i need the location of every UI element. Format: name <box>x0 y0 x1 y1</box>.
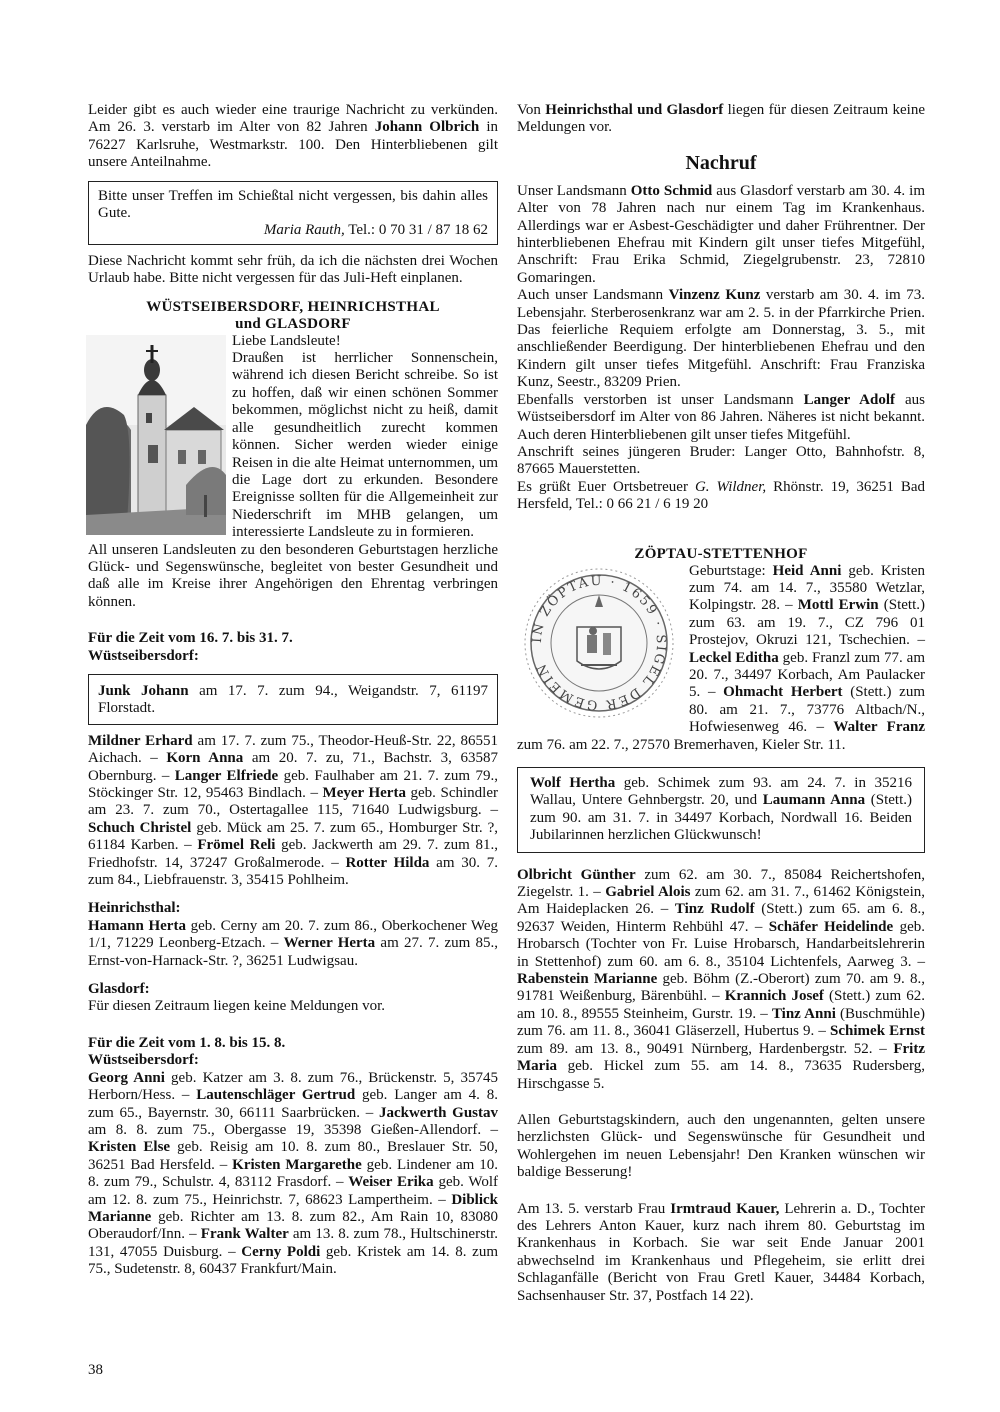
meeting-reminder-box <box>88 181 498 245</box>
person-name: Krannich Josef <box>724 988 824 1005</box>
person-name: Vinzenz Kunz <box>668 287 761 304</box>
person-name: Tinz Rudolf <box>674 901 755 918</box>
person-name: Rotter Hilda <box>345 854 430 871</box>
section-title-zoeptau: ZÖPTAU-STETTENHOF <box>634 545 808 562</box>
person-name: Hamann Herta <box>88 917 186 934</box>
letter-block <box>88 333 498 612</box>
zoeptau-birthdays-block <box>517 563 925 754</box>
birthday-wishes: Allen Geburtstagskindern, auch den ungenannten, gelten unsere herzlichsten Glück- und Segenswünsche für Gesundheit und Wohlergehen im neuen Lebensjahr! Den Kranken wünschen wir baldige Besserung! <box>517 1111 925 1181</box>
person-name: Weiser Erika <box>348 1174 434 1191</box>
person-name: Walter Franz <box>833 719 925 736</box>
place-heading-wuestseibersdorf: Wüstseibersdorf: <box>88 647 199 664</box>
left-column <box>88 102 498 1279</box>
person-name: Schäfer Heidelinde <box>768 918 894 935</box>
person-name: Mildner Erhard <box>88 732 193 749</box>
place-heading-glasdorf: Glasdorf: <box>88 981 150 998</box>
birthdays-wuestseibersdorf-july: Mildner Erhard am 17. 7. zum 75., Theodor-Heuß-Str. 22, 86551 Aichach. – Korn Anna am 20. 7. zu, 71., Bachstr. 3, 63587 Obernburg. – Langer Elfriede geb. Faulhaber am 21. 7. zum 79., Stöckinger Str. 12, 95463 Bindlach. – Meyer Herta geb. Schindler am 23. 7. zum 70., Ostertagallee 115, 71640 Ludwigsburg. – Schuch Christel geb. Mück am 25. 7. zum 65., Homburger Str. ?, 61184 Karben. – Frömel Reli geb. Jackwerth am 29. 7. zum 81., Friedhofstr. 14, 37247 Großalmerode. – Rotter Hilda am 30. 7. zum 84., Liebfrauenstr. 3, 35415 Pohlheim. <box>88 732 499 889</box>
person-name: Schuch Christel <box>88 819 192 836</box>
person-name: Lautenschläger Gertrud <box>196 1087 356 1104</box>
person-name: Fritz Maria <box>517 1040 925 1075</box>
letter-text: Draußen ist herrlicher Sonnenschein, während ich diesen Bericht schreibe. So ist zu hoffen, daß wir einen schönen Sommer bekommen, möglichst nicht zu heiß, damit alle gesundheitlich zurecht kommen können. Sicher werden wieder einige Reisen in die alte Heimat unternommen, um die Lage dort zu erkunden. Besondere Ereignisse sollten für die Allgemeinheit zur Niederschrift im MHB gelangen, um interessierte Landsleute zu in formieren. <box>232 350 498 541</box>
person-name: Irmtraud Kauer, <box>670 1200 780 1217</box>
person-name: Kristen Else <box>88 1139 171 1156</box>
obituary-langer: Ebenfalls verstorben ist unser Landsmann Langer Adolf aus Wüstseibersdorf im Alter von 86 Jahren. Näheres ist nicht bekannt. Auch deren Hinterbliebenen gilt unser tiefes Mitgefühl. <box>517 391 925 443</box>
obituary-schmid: Unser Landsmann Otto Schmid aus Glasdorf verstarb am 30. 4. im Alter von 78 Jahren nach nur einem Tag im Krankenhaus. Allerdings war er Asbest-Geschädigter und daher Frührentner. Der hinterbliebenen Ehefrau mit Kindern gilt unser tiefes Mitgefühl, Anschrift: Frau Erika Schmid, Ziegelgrubenstr. 23, 72810 Gomaringen. <box>517 182 925 286</box>
jubilarinnen-box <box>517 767 925 853</box>
death-notice-olbrich: Leider gibt es auch wieder eine traurige Nachricht zu verkünden. Am 26. 3. verstarb im Alter von 82 Jahren Johann Olbrich in 76227 Karlsruhe, Westmarkstr. 100. Den Hinterbliebenen gilt unsere Anteilnahme. <box>88 102 498 171</box>
person-name: Schimek Ernst <box>830 1023 926 1040</box>
person-name: Mottl Erwin <box>797 597 879 614</box>
person-name: Langer Elfriede <box>174 767 279 784</box>
obituary-kunz: Auch unser Landsmann Vinzenz Kunz verstarb am 30. 4. im 73. Lebensjahr. Sterberosenkranz war am 2. 5. in der Pfarrkirche Prien. Das feierliche Requiem erfolgte am Donnerstag, 3. 5., mit anschließender Beerdigung. Der hinterbliebenen Ehefrau und den Kindern gilt unser tiefes Mitgefühl. Anschrift: Frau Franziska Kunz, Seestr., 83209 Prien. <box>517 287 925 391</box>
letter-wishes: All unseren Landsleuten zu den besonderen Geburtstagen herzliche Glück- und Segenswünsche, begleitet von bester Gesundheit und daß alle im Kreise ihrer Angehörigen den Ehrentag verbringen können. <box>88 541 498 610</box>
person-name: Diblick Marianne <box>88 1191 498 1225</box>
person-name: Frömel Reli <box>197 837 276 854</box>
person-name: Otto Schmid <box>630 182 713 199</box>
church-photo <box>86 335 226 535</box>
person-name: Langer Adolf <box>803 391 895 408</box>
person-name: Cerny Poldi <box>241 1243 321 1260</box>
meeting-reminder-text: Bitte unser Treffen im Schießtal nicht vergessen, bis dahin alles Gute. <box>98 187 488 222</box>
meeting-reminder-signature: Maria Rauth, Tel.: 0 70 31 / 87 18 62 <box>263 222 488 239</box>
person-name: Heinrichsthal und Glasdorf <box>545 102 724 118</box>
birthdays-heinrichsthal-july: Hamann Herta geb. Cerny am 20. 7. zum 86., Oberkochener Weg 1/1, 71229 Leonberg-Etzach. – Werner Herta am 27. 7. zum 85., Ernst-von-Harnack-Str. ?, 36251 Ludwigsau. <box>88 917 499 969</box>
municipal-seal-image <box>515 565 683 721</box>
glasdorf-no-reports: Für diesen Zeitraum liegen keine Meldungen vor. <box>88 998 386 1015</box>
person-name: Gabriel Alois <box>605 884 691 901</box>
page-number: 38 <box>88 1362 103 1378</box>
place-heading-wuestseibersdorf-2: Wüstseibersdorf: <box>88 1052 199 1069</box>
person-name: Meyer Herta <box>322 785 406 801</box>
place-heading-heinrichsthal: Heinrichsthal: <box>88 900 181 917</box>
letter-greeting: Liebe Landsleute! <box>232 332 341 349</box>
highlight-junk-text: Junk Johann am 17. 7. zum 94., Weigandstr. 7, 61197 Florstadt. <box>98 682 488 717</box>
zoeptau-birthdays-july: Geburtstage: Heid Anni geb. Kristen zum 74. am 14. 7., 35580 Wetzlar, Kolpingstr. 28. – Mottl Erwin (Stett.) zum 63. am 19. 7., CZ 796 01 Prostejov, Okruzi 121, Tschechien. – Leckel Editha geb. Franzl zum 77. am 20. 7., 34497 Korbach, Am Paulacker 5. – Ohmacht Herbert (Stett.) zum 80. am 21. 7., 73776 Altbach/N., Hofwiesenweg 46. – Walter Franz zum 76. am 22. 7., 27570 Bremerhaven, Kieler Str. 11. <box>517 562 925 753</box>
regards-signature: Es grüßt Euer Ortsbetreuer G. Wildner, Rhönstr. 19, 36251 Bad Hersfeld, Tel.: 0 66 21 / 6 19 20 <box>517 478 926 513</box>
section-title-wuestseibersdorf: WÜSTSEIBERSDORF, HEINRICHSTHAL und GLASDORF <box>146 298 440 332</box>
jubilarinnen-text: Wolf Hertha geb. Schimek zum 93. am 24. 7. in 35216 Wallau, Untere Gehnbergstr. 20, und Laumann Anna (Stett.) zum 90. am 31. 7. in 34497 Korbach, Nordwall 16. Beiden Jubilarinnen herzlichen Glückwunsch! <box>530 775 913 844</box>
obituary-heading: Nachruf <box>685 151 757 174</box>
right-column <box>517 102 925 1305</box>
person-name: Rabenstein Marianne <box>517 971 658 988</box>
person-name: Ohmacht Herbert <box>723 684 843 701</box>
person-name: Olbricht Günther <box>517 866 636 883</box>
person-name: Tinz Anni <box>771 1005 836 1022</box>
period-heading-1: Für die Zeit vom 16. 7. bis 31. 7. <box>88 630 293 647</box>
person-name: Georg Anni <box>88 1069 165 1086</box>
period-heading-2: Für die Zeit vom 1. 8. bis 15. 8. <box>88 1034 286 1051</box>
highlight-box-junk <box>88 674 498 725</box>
person-name: Werner Herta <box>283 935 376 952</box>
no-reports-note: Von Heinrichsthal und Glasdorf liegen für diesen Zeitraum keine Meldungen vor. <box>517 102 926 136</box>
person-name: Jackwerth Gustav <box>378 1104 498 1121</box>
birthdays-wuestseibersdorf-august: Georg Anni geb. Katzer am 3. 8. zum 76., Brückenstr. 5, 35745 Herborn/Hess. – Lautenschläger Gertrud geb. Langer am 4. 8. zum 65., Bayernstr. 30, 66111 Saarbrücken. – Jackwerth Gustav am 8. 8. zum 75., Obergasse 19, 35398 Gießen-Allendorf. – Kristen Else geb. Reisig am 10. 8. zum 80., Breslauer Str. 50, 36251 Bad Hersfeld. – Kristen Margarethe geb. Lindener am 10. 8. zum 79., Schulstr. 4, 83112 Frasdorf. – Weiser Erika geb. Wolf am 12. 8. zum 75., Heinrichstr. 7, 68623 Lampertheim. – Diblick Marianne geb. Richter am 13. 8. zum 82., Am Rain 10, 83080 Oberaudorf/Inn. – Frank Walter am 13. 8. zum 78., Hultschinerstr. 131, 47055 Duisburg. – Cerny Poldi geb. Kristek am 14. 8. zum 75., Sudetenstr. 8, 60437 Frankfurt/Main. <box>88 1069 499 1278</box>
person-name: Heid Anni <box>772 562 842 579</box>
person-name: Laumann Anna <box>762 792 866 809</box>
person-name: Frank Walter <box>200 1226 289 1243</box>
obituary-kauer: Am 13. 5. verstarb Frau Irmtraud Kauer, Lehrerin a. D., Tochter des Lehrers Anton Kauer, kurz nach ihrem 80. Geburtstag im Krankenhaus in Korbach. Sie war seit Ende Januar 2001 abwechselnd im Krankenhaus und Pflegeheim, sie erlitt drei Schlaganfälle (Bericht von Frau Gretl Kauer, 34484 Korbach, Sachsenhauser Str. 37, Postfach 14 22). <box>517 1200 926 1304</box>
obituary-langer-address: Anschrift seines jüngeren Bruder: Langer Otto, Bahnhofstr. 8, 87665 Mauerstetten. <box>517 443 925 478</box>
person-name: Korn Anna <box>166 750 244 767</box>
vacation-note: Diese Nachricht kommt sehr früh, da ich die nächsten drei Wochen Urlaub habe. Bitte nicht vergessen für das Juli-Heft einplanen. <box>88 252 498 287</box>
zoeptau-birthdays-august: Olbricht Günther zum 62. am 30. 7., 85084 Reichertshofen, Ziegelstr. 1. – Gabriel Alois zum 62. am 31. 7., 61462 Königstein, Am Haideplacken 26. – Tinz Rudolf (Stett.) zum 65. am 6. 8., 92637 Weiden, Hinterm Rehbühl 47. – Schäfer Heidelinde geb. Hrobarsch (Tochter von Fr. Luise Hrobarsch, Handarbeitslehrerin in Stettenhof) zum 60. am 6. 8., 35104 Lichtenfels, Aarweg 3. – Rabenstein Marianne geb. Böhm (Z.-Oberort) zum 70. am 9. 8., 91781 Weißenburg, Bärenbühl. – Krannich Josef (Stett.) zum 62. am 10. 8., 89555 Steinheim, Gurstr. 19. – Tinz Anni (Buschmühle) zum 76. am 11. 8., 36041 Gläserzell, Hubertus 9. – Schimek Ernst zum 89. am 13. 8., 90491 Nürnberg, Hardenbergstr. 52. – Fritz Maria geb. Hickel zum 55. am 14. 8., 73635 Rudersberg, Hirschgasse 5. <box>517 866 926 1092</box>
person-name: Wolf Hertha <box>530 775 616 791</box>
person-name: Kristen Margarethe <box>232 1156 362 1173</box>
person-name: Leckel Editha <box>689 649 779 666</box>
svg-text:IN ZÖPTAU · 1659 · SIGEL DER G: IN ZÖPTAU · 1659 · SIGEL DER GEMEIN <box>529 573 669 712</box>
